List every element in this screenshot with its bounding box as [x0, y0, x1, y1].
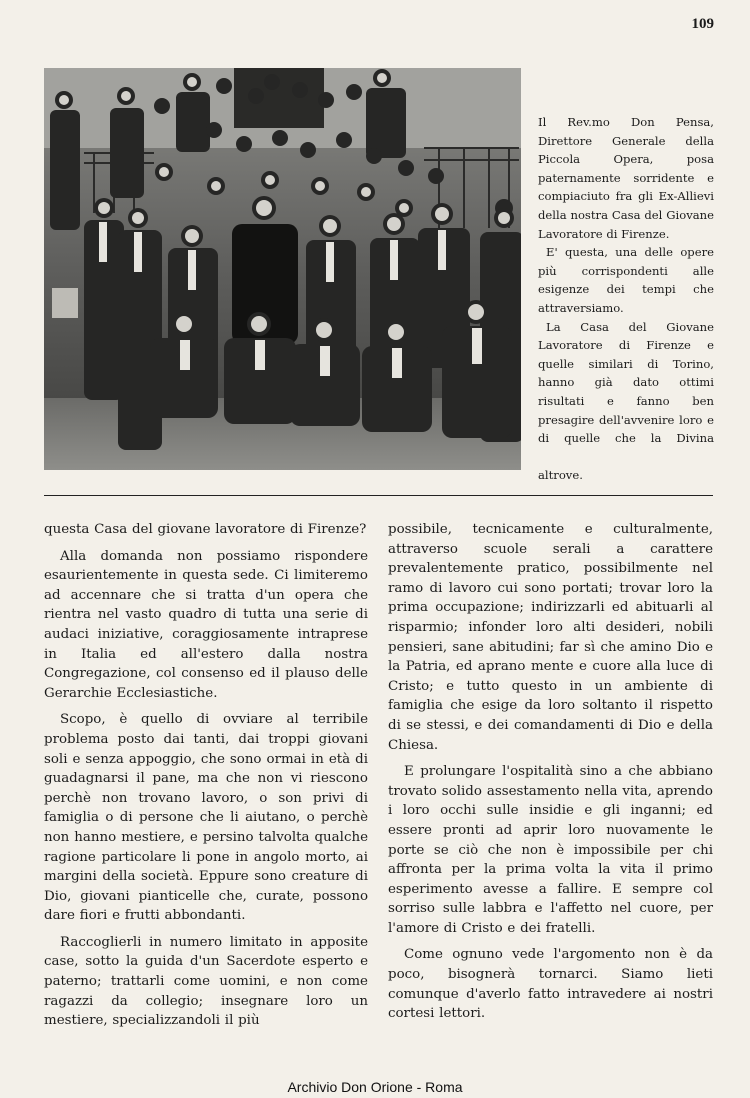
article-paragraph: Alla domanda non possiamo rispondere esaurientemente in questa sede. Ci limiteremo ad accennare che si tratta d'un opera che rientra nel vasto quadro di tutta una serie di audaci iniziative, coraggiosamente intraprese in Italia ed all'estero dalla nostra Congregazione, col consenso ed il plauso delle Gerarchie Ecclesiastiche.	[44, 548, 368, 701]
group-photo-icon	[44, 68, 521, 470]
article-column-left	[44, 520, 368, 1038]
article-paragraph: possibile, tecnicamente e culturalmente, attraverso scuole serali a carattere prevalentemente pratico, possibilmente nel ramo di lavoro cui sono portati; trovar loro la prima occupazione; indirizzarli ed abituarli al risparmio; infonder loro alti desideri, nobili pensieri, sane abitudini; far sì che amino Dio e la Patria, ed aprano mente e cuore alla luce di Cristo; e tutto questo in un ambiente di famiglia che esige da loro soltanto il rispetto di se stessi, e dei comandamenti di Dio e della Chiesa.	[388, 522, 713, 753]
page-number: 109	[691, 16, 714, 32]
photo-caption	[538, 113, 714, 485]
caption-paragraph: E' questa, una delle opere più corrispondenti alle esigenze dei tempi che attraversiamo.	[538, 245, 714, 315]
ornament-bottom	[538, 447, 714, 465]
caption-paragraph: La Casa del Giovane Lavoratore di Firenze e quelle similari di Torino, hanno già dato ottimi risultati e fanno ben presagire dell'avvenire loro e di quelle che la Divina altrove.	[538, 319, 714, 483]
ornament-top	[538, 72, 714, 90]
archive-footer: Archivio Don Orione - Roma	[287, 1079, 463, 1095]
article-paragraph: Scopo, è quello di ovviare al terribile problema posto dai tanti, dai troppi giovani soli e senza appoggio, che sono ormai in età di guadagnarsi il pane, ma che non vi riescono perchè non trovano lavoro, o son privi di famiglia o di persone che li aiutano, o perchè non hanno mestiere, e persino talvolta qualche ragione particolare li pone in angolo morto, ai margini della società. Eppure sono creature di Dio, giovani pianticelle che, curate, possono dare fiori e frutti abbondanti.	[44, 712, 368, 924]
group-photo	[44, 68, 521, 470]
article-column-right	[388, 520, 713, 1031]
section-divider	[44, 495, 713, 496]
article-paragraph: Raccoglierli in numero limitato in apposite case, sotto la guida d'un Sacerdote esperto e paterno; trattarli come uomini, e non come ragazzi da collegio; insegnare loro un mestiere, specializzandoli il più	[44, 934, 368, 1029]
article-paragraph: E prolungare l'ospitalità sino a che abbiano trovato solido assestamento nella vita, aprendo i loro occhi sulle insidie e gli inganni; ed essere pronti ad aprir loro nuovamente le porte se ciò che non è impossibile per chi affronta per la prima volta la vita il primo esperimento avesse a fallire. E sempre col sorriso sulle labbra e l'affetto nel cuore, per l'amore di Cristo e dei fratelli.	[388, 764, 713, 936]
article-paragraph: Come ognuno vede l'argomento non è da poco, bisognerà tornarci. Siamo lieti comunque d'averlo fatto intravedere ai nostri cortesi lettori.	[388, 947, 713, 1022]
caption-paragraph: Il Rev.mo Don Pensa, Direttore Generale della Piccola Opera, posa paternamente sorridente e compiaciuto fra gli Ex-Allievi della nostra Casa del Giovane Lavoratore di Firenze.	[538, 115, 714, 241]
article-paragraph: questa Casa del giovane lavoratore di Firenze?	[44, 522, 367, 537]
